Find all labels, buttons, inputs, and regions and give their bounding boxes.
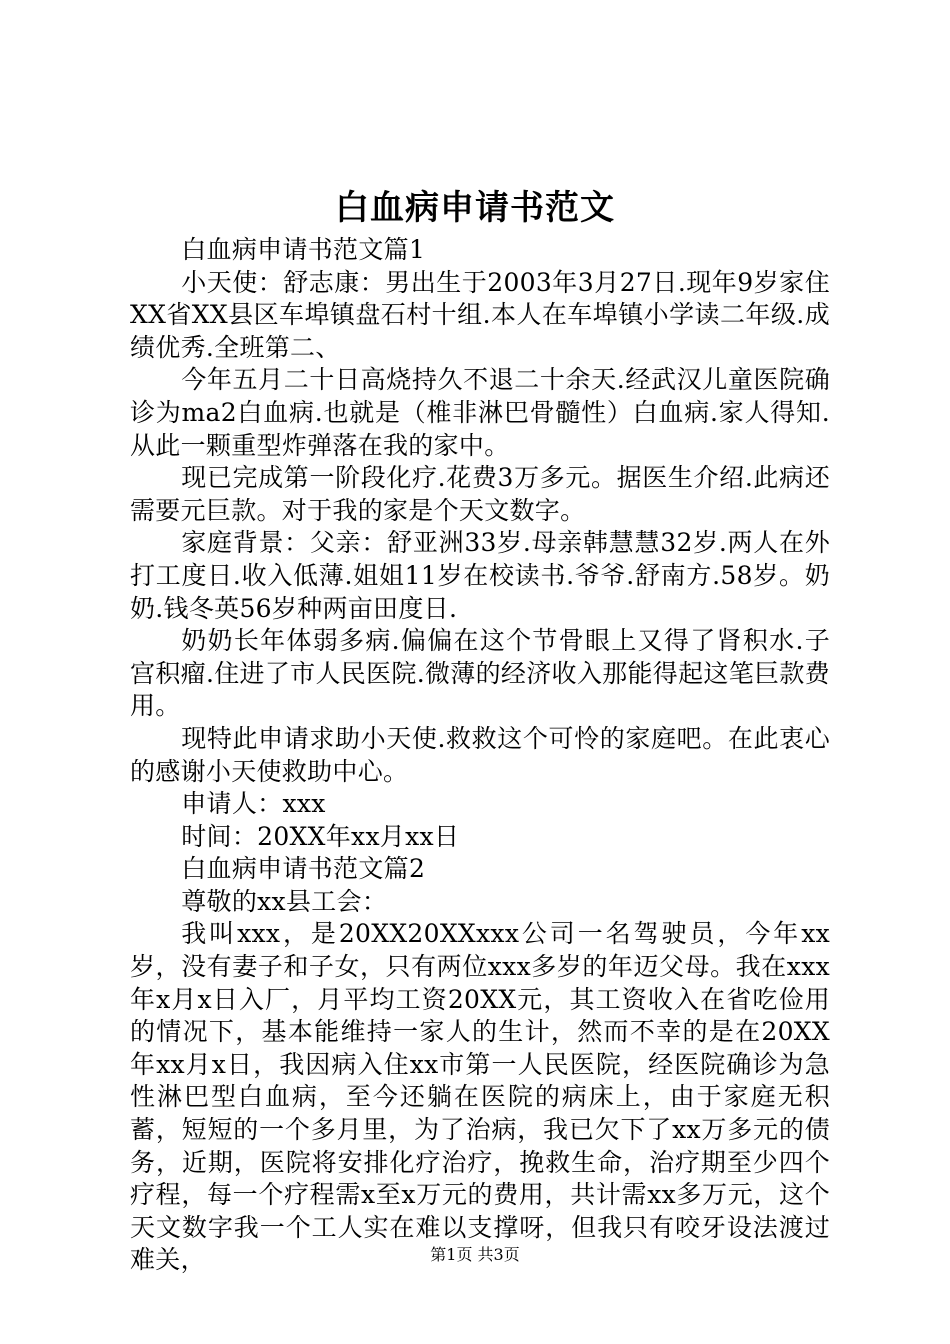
paragraph-section-heading-2: 白血病申请书范文篇2 xyxy=(181,854,426,884)
paragraph-grandmother-illness: 奶奶长年体弱多病.偏偏在这个节骨眼上又得了肾积水.子宫积瘤.住进了市人民医院.微薄的经济收入那能得起这笔巨款费用。 xyxy=(130,626,830,721)
paragraph-section-heading-1: 白血病申请书范文篇1 xyxy=(181,235,426,264)
paragraph-letter-body: 我叫xxx，是20XX20XXxxx公司一名驾驶员，今年xx岁，没有妻子和子女，只有两位xxx多岁的年迈父母。我在xxx年x月x日入厂，月平均工资20XX元，其工资收入在省吃俭用的情况下，基本能维持一家人的生计，然而不幸的是在20XX年xx月x日，我因病入住xx市第一人民医院，经医院确诊为急性淋巴型白血病，至今还躺在医院的病床上，由于家庭无积蓄，短短的一个多月里，为了治病，我已欠下了xx万多元的债务，近期，医院将安排化疗治疗，挽救生命，治疗期至少四个疗程，每一个疗程需x至x万元的费用，共计需xx多万元，这个天文数字我一个工人实在难以支撑呀，但我只有咬牙设法渡过难关， xyxy=(130,919,830,1275)
salutation-line: 尊敬的xx县工会： xyxy=(181,886,388,916)
page-number-footer: 第1页 共3页 xyxy=(430,1245,520,1264)
paragraph-family-background: 家庭背景：父亲：舒亚洲33岁.母亲韩慧慧32岁.两人在外打工度日.收入低薄.姐姐11岁在校读书.爷爷.舒南方.58岁。奶奶.钱冬英56岁种两亩田度日. xyxy=(130,528,830,623)
date-line: 时间：20XX年xx月xx日 xyxy=(181,821,460,851)
document-title: 白血病申请书范文 xyxy=(335,188,615,228)
paragraph-request: 现特此申请求助小天使.救救这个可怜的家庭吧。在此衷心的感谢小天使救助中心。 xyxy=(130,723,830,786)
applicant-line: 申请人：xxx xyxy=(181,789,326,819)
paragraph-introduction: 小天使：舒志康：男出生于2003年3月27日.现年9岁家住XX省XX县区车埠镇盘石村十组.本人在车埠镇小学读二年级.成绩优秀.全班第二、 xyxy=(130,267,830,362)
paragraph-treatment-cost: 现已完成第一阶段化疗.花费3万多元。据医生介绍.此病还需要元巨款。对于我的家是个天文数字。 xyxy=(130,463,830,525)
paragraph-diagnosis: 今年五月二十日高烧持久不退二十余天.经武汉儿童医院确诊为ma2白血病.也就是（椎非淋巴骨髓性）白血病.家人得知.从此一颗重型炸弹落在我的家中。 xyxy=(130,365,830,460)
document-body xyxy=(130,234,830,1277)
